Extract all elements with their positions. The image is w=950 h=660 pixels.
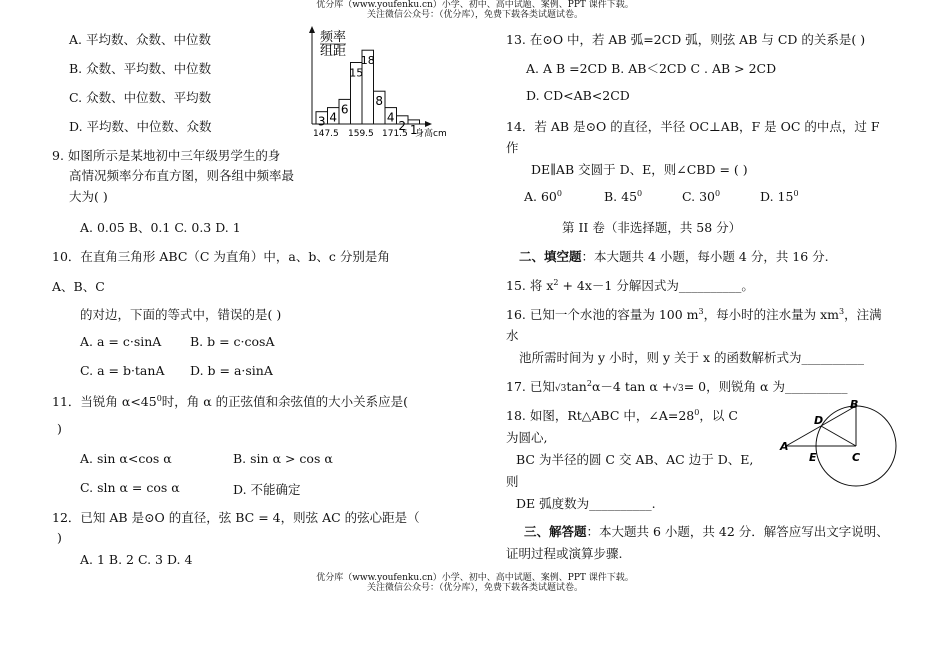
tick-label-2: 159.5	[348, 129, 374, 139]
q10-line-2: A、B、C	[52, 279, 105, 294]
tick-label-1: 147.5	[313, 129, 339, 139]
q14-line-1: 14．若 AB 是⊙O 的直径，半径 OC⊥AB，F 是 OC 的中点，过 F	[506, 119, 880, 134]
q10-line-3: 的对边，下面的等式中，错误的是( )	[80, 307, 282, 322]
q12-line-2: )	[57, 530, 62, 545]
q14-line-2: 作	[506, 140, 519, 155]
q11-line-2: )	[57, 421, 62, 436]
q8-option-a: A. 平均数、众数、中位数	[69, 32, 211, 47]
section-2-heading: 二、填空题：本大题共 4 小题，每小题 4 分，共 16 分.	[519, 249, 829, 264]
q13-line-2: A. A B =2CD B. AB＜2CD C . AB > 2CD	[526, 61, 777, 76]
x-axis-label: 身高cm	[415, 129, 447, 139]
q14-option-c: C. $30^0$	[682, 188, 721, 204]
histogram-bar-label-6: 8	[375, 94, 384, 109]
q14-line-3: DE∥AB 交圆于 D、E，则∠CBD = ( )	[531, 162, 748, 177]
header-line-1: 优分库（www.youfenku.cn）小学、初中、高中试题、案例、PPT 课件下载。	[316, 0, 634, 10]
q8-option-d: D. 平均数、中位数、众数	[69, 119, 212, 134]
q18-line-2: 为圆心,	[506, 430, 548, 445]
q9-line-1: 9. 如图所示是某地初中三年级男学生的身	[52, 148, 281, 163]
section-3-line-2: 证明过程或演算步骤.	[506, 546, 623, 561]
q13-line-1: 13. 在⊙O 中，若 AB 弧=2CD 弧，则弦 AB 与 CD 的关系是( )	[506, 32, 866, 47]
q18-line-4: 则	[506, 474, 519, 489]
point-d-label: D	[814, 414, 824, 427]
section-3-heading: 三、解答题：本大题共 6 小题，共 42 分．解答应写出文字说明、	[524, 524, 889, 539]
q11-line-1: 11．当锐角 $\alpha<45^0$时，角 α 的正弦值和余弦值的大小关系应是(	[52, 393, 409, 409]
header-line-2: 关注微信公众号：（优分库），免费下载各类试题试卷。	[366, 10, 583, 20]
point-c-label: C	[852, 451, 861, 464]
q9-options: A. 0.05 B、0.1 C. 0.3 D. 1	[80, 220, 241, 235]
q14-option-a: A. $60^0$	[524, 188, 562, 204]
q10-option-c: C. a = b·tanA	[80, 363, 165, 378]
q14-option-b: B. $45^0$	[604, 188, 643, 204]
histogram-bar-label-5: 18	[360, 54, 375, 68]
geometry-figure	[776, 398, 926, 488]
footer-line-1: 优分库（www.youfenku.cn）小学、初中、高中试题、案例、PPT 课件下载。	[316, 573, 634, 583]
q9-line-2: 高情况频率分布直方图，则各组中频率最	[69, 168, 295, 183]
point-b-label: B	[850, 398, 859, 411]
y-label-line-1: 频率	[320, 30, 347, 45]
histogram-bar-label-4: 15	[349, 66, 364, 80]
q14-option-d: D. $15^0$	[760, 188, 799, 204]
footer-line-2: 关注微信公众号：（优分库），免费下载各类试题试卷。	[366, 583, 583, 593]
histogram-bar-label-2: 4	[329, 110, 338, 125]
segment-dc	[821, 426, 856, 446]
tick-label-3: 171.5	[382, 129, 408, 139]
histogram-bar-label-8: 2	[398, 118, 407, 133]
histogram-bar-label-3: 6	[340, 102, 349, 117]
q12-options: A. 1 B. 2 C. 3 D. 4	[80, 552, 193, 567]
q10-option-d: D. b = a·sinA	[190, 363, 273, 378]
q16-line-3: 池所需时间为 y 小时，则 y 关于 x 的函数解析式为__________	[519, 350, 865, 365]
histogram-bar-label-7: 4	[386, 110, 395, 125]
point-e-label: E	[809, 451, 817, 464]
q13-line-3: D. CD<AB<2CD	[526, 88, 630, 103]
y-axis-arrow	[309, 26, 315, 33]
q18-line-1: 18. 如图，Rt△ABC 中，$\angle A=28^0$，以 C	[506, 407, 738, 423]
q10-option-a: A. a = c·sinA	[80, 334, 162, 349]
q8-option-c: C. 众数、中位数、平均数	[69, 90, 212, 105]
histogram-bar-label-9: 1	[409, 122, 418, 137]
q18-line-3: BC 为半径的圆 C 交 AB、AC 边于 D、E,	[516, 452, 754, 467]
q10-option-b: B. b = c·cosA	[190, 334, 275, 349]
q11-option-c: C. sln α = cos α	[80, 480, 180, 495]
q11-option-b: B. sin α > cos α	[233, 451, 333, 466]
q12-line-1: 12．已知 AB 是⊙O 的直径，弦 BC = 4，则弦 AC 的弦心距是（	[52, 510, 420, 525]
q11-option-a: A. sin α<cos α	[80, 451, 172, 466]
x-axis-arrow	[425, 121, 432, 127]
point-a-label: A	[780, 440, 789, 453]
histogram-bar-label-1: 3	[317, 114, 326, 129]
y-label-line-2: 组距	[320, 44, 347, 59]
histogram-chart	[296, 24, 456, 142]
q15: 15. 将 $x^2 + 4x-1$ 分解因式为__________。	[506, 277, 754, 293]
q9-line-3: 大为( )	[69, 189, 108, 204]
q16-line-2: 水	[506, 328, 519, 343]
q17: 17. 已知$√3\tan^2\alpha-4$ tan α +√3= 0，则锐角 α 为__________	[506, 378, 848, 394]
q16-line-1: 16. 已知一个水池的容量为 100 $m^3$，每小时的注水量为 $xm^3$，注满	[506, 306, 882, 322]
q11-option-d: D. 不能确定	[233, 482, 301, 497]
q8-option-b: B. 众数、平均数、中位数	[69, 61, 212, 76]
q18-line-5: DE 弧度数为__________.	[516, 496, 656, 511]
part-2-title: 第 II 卷（非选择题，共 58 分）	[562, 220, 742, 235]
q10-line-1: 10．在直角三角形 ABC（C 为直角）中，a、b、c 分别是角	[52, 249, 390, 264]
